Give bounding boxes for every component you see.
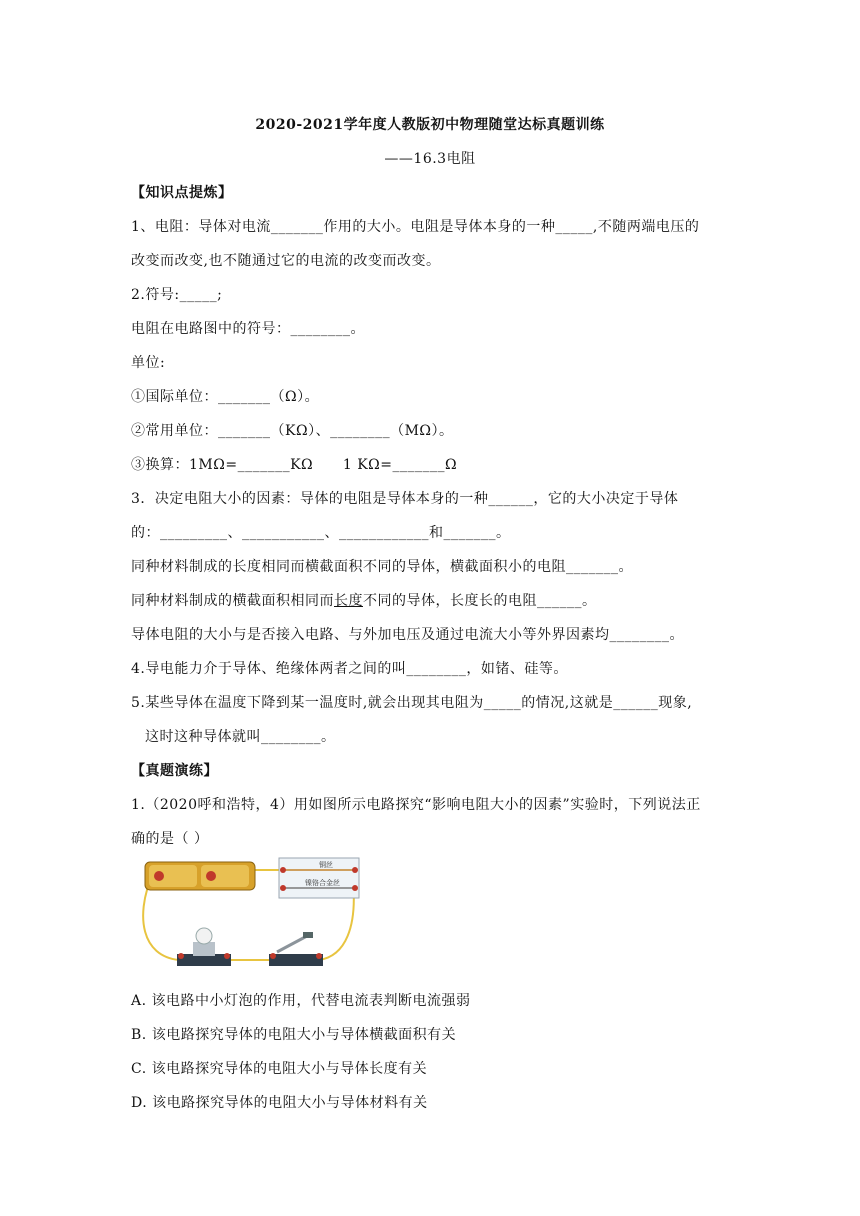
lamp (177, 928, 231, 966)
option-c: C. 该电路探究导体的电阻大小与导体长度有关 (131, 1061, 428, 1077)
item-2-label: 2.符号: (131, 287, 180, 303)
label-nichrome: 镍铬合金丝 (305, 879, 340, 887)
circuit-figure (131, 856, 363, 974)
item-3d-underlined: 长度 (334, 593, 363, 609)
knowledge-item-5a: 5.某些导体在温度下降到某一温度时,就会出现其电阻为_____的情况,这就是______现象, (131, 695, 693, 711)
question-1b: 确的是（ ） (131, 831, 209, 847)
resistance-wire-board (279, 858, 359, 898)
item-3d-post: 不同的导体，长度长的电阻______。 (363, 593, 597, 609)
knowledge-item-1a: 1、电阻：导体对电流_______作用的大小。电阻是导体本身的一种_____,不随两端电压的 (131, 219, 700, 235)
unit-line-1: ①国际单位：_______（Ω）。 (131, 389, 320, 405)
document-title: 2020-2021学年度人教版初中物理随堂达标真题训练 (255, 117, 605, 133)
knowledge-item-1b: 改变而改变,也不随通过它的电流的改变而改变。 (131, 253, 441, 269)
option-d: D. 该电路探究导体的电阻大小与导体材料有关 (131, 1095, 428, 1111)
knowledge-heading: 【知识点提炼】 (131, 185, 233, 201)
practice-heading: 【真题演练】 (131, 763, 218, 779)
item-3d-pre: 同种材料制成的横截面积相同而 (131, 593, 334, 609)
switch (269, 932, 323, 966)
unit-line-2: ②常用单位：_______（KΩ）、________（MΩ）。 (131, 423, 454, 439)
knowledge-item-2b: 电阻在电路图中的符号：________。 (131, 321, 365, 337)
option-b: B. 该电路探究导体的电阻大小与导体横截面积有关 (131, 1027, 457, 1043)
knowledge-item-2a (131, 284, 222, 304)
question-1a: 1.（2020呼和浩特，4）用如图所示电路探究“影响电阻大小的因素”实验时，下列说法正 (131, 797, 701, 813)
option-a: A. 该电路中小灯泡的作用，代替电流表判断电流强弱 (131, 993, 471, 1009)
knowledge-item-3d (131, 590, 597, 610)
label-copper: 铜丝 (319, 861, 333, 869)
knowledge-item-3c: 同种材料制成的长度相同而横截面积不同的导体，横截面积小的电阻_______。 (131, 559, 633, 575)
document-subtitle: ——16.3电阻 (384, 151, 476, 167)
item-2-blank: _____; (179, 287, 223, 303)
unit-label: 单位: (131, 355, 166, 371)
knowledge-item-3b: 的：_________、___________、____________和_______。 (131, 525, 511, 541)
unit-line-3: ③换算：1MΩ=_______KΩ 1 KΩ=_______Ω (131, 457, 458, 473)
knowledge-item-5b: 这时这种导体就叫________。 (145, 729, 336, 745)
knowledge-item-3e: 导体电阻的大小与是否接入电路、与外加电压及通过电流大小等外界因素均________。 (131, 627, 684, 643)
knowledge-item-4: 4.导电能力介于导体、绝缘体两者之间的叫________，如锗、硅等。 (131, 661, 568, 677)
knowledge-item-3a: 3．决定电阻大小的因素：导体的电阻是导体本身的一种______，它的大小决定于导体 (131, 491, 679, 507)
battery-pack (145, 862, 255, 890)
